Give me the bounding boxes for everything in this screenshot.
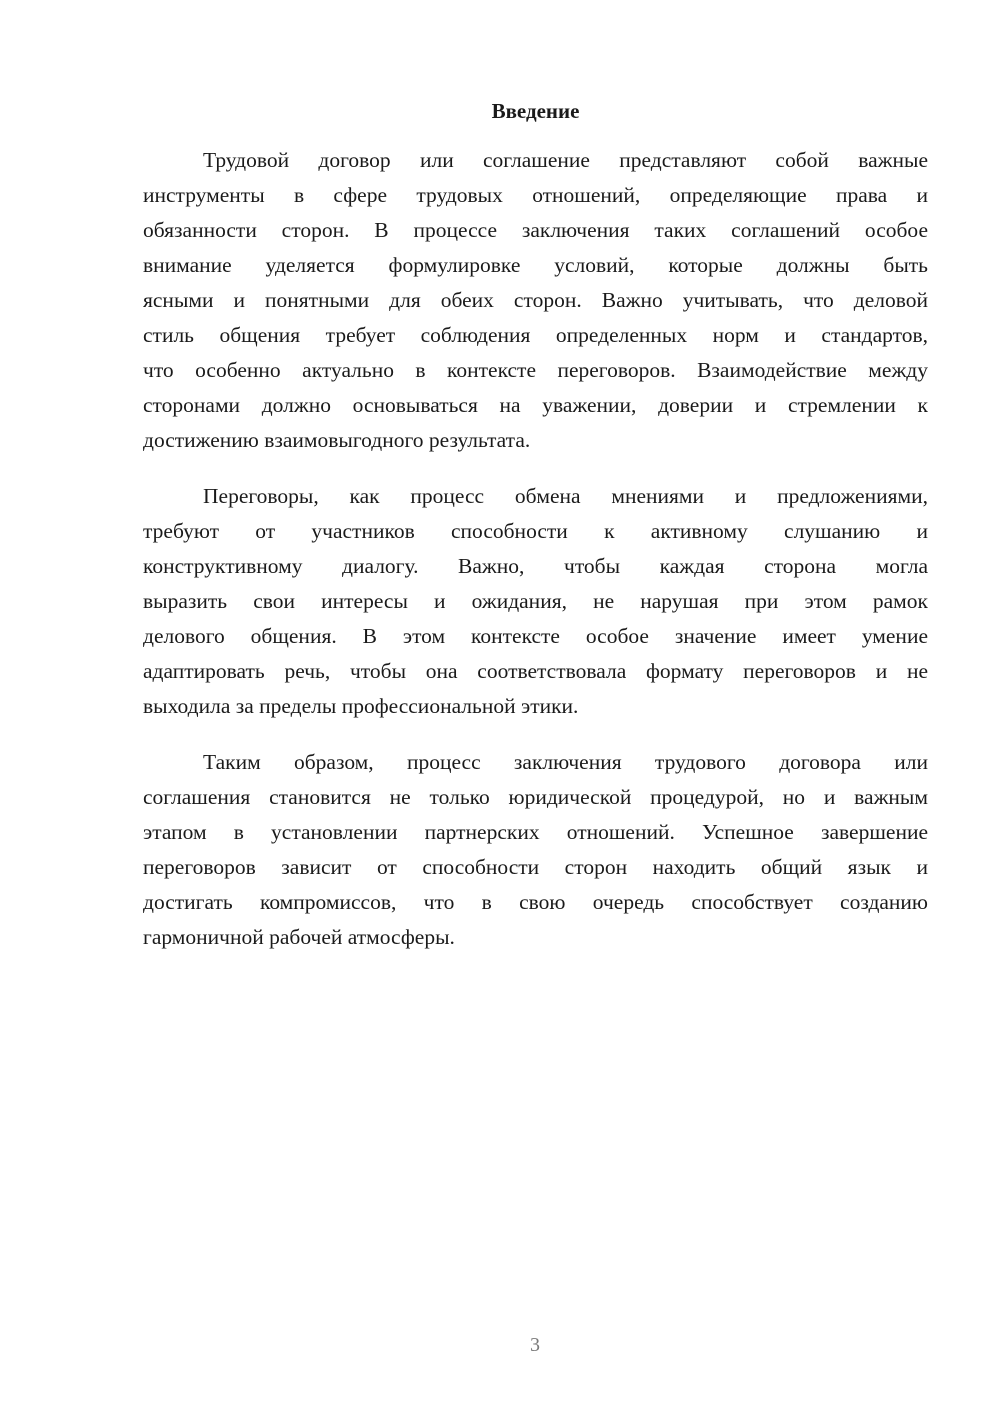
section-title: Введение — [491, 99, 580, 123]
text-line: этапом в установлении партнерских отношений. Успешное завершение — [143, 820, 928, 844]
text-line: конструктивному диалогу. Важно, чтобы каждая сторона могла — [143, 554, 928, 578]
text-line: стиль общения требует соблюдения определенных норм и стандартов, — [143, 323, 928, 347]
paragraph — [143, 745, 928, 955]
text-line: обязанности сторон. В процессе заключения таких соглашений особое — [143, 218, 928, 242]
document-body — [143, 143, 928, 976]
text-line: переговоров зависит от способности сторон находить общий язык и — [143, 855, 928, 879]
text-line: адаптировать речь, чтобы она соответствовала формату переговоров и не — [143, 659, 928, 683]
text-line: достижению взаимовыгодного результата. — [143, 428, 531, 452]
text-line: сторонами должно основываться на уважении, доверии и стремлении к — [143, 393, 928, 417]
text-line: выходила за пределы профессиональной этики. — [143, 694, 579, 718]
text-line: гармоничной рабочей атмосферы. — [143, 925, 455, 949]
paragraph — [143, 479, 928, 724]
paragraph — [143, 143, 928, 458]
text-line: соглашения становится не только юридической процедурой, но и важным — [143, 785, 928, 809]
text-line: что особенно актуально в контексте переговоров. Взаимодействие между — [143, 358, 928, 382]
text-line: внимание уделяется формулировке условий, которые должны быть — [143, 253, 928, 277]
text-line: Трудовой договор или соглашение представляют собой важные — [203, 148, 928, 172]
text-line: делового общения. В этом контексте особое значение имеет умение — [143, 624, 928, 648]
text-line: Таким образом, процесс заключения трудового договора или — [203, 750, 928, 774]
text-line: Переговоры, как процесс обмена мнениями и предложениями, — [203, 484, 928, 508]
text-line: ясными и понятными для обеих сторон. Важно учитывать, что деловой — [143, 288, 928, 312]
text-line: выразить свои интересы и ожидания, не нарушая при этом рамок — [143, 589, 928, 613]
page-number: 3 — [530, 1334, 540, 1356]
text-line: достигать компромиссов, что в свою очередь способствует созданию — [143, 890, 928, 914]
text-line: инструменты в сфере трудовых отношений, определяющие права и — [143, 183, 928, 207]
text-line: требуют от участников способности к активному слушанию и — [143, 519, 928, 543]
